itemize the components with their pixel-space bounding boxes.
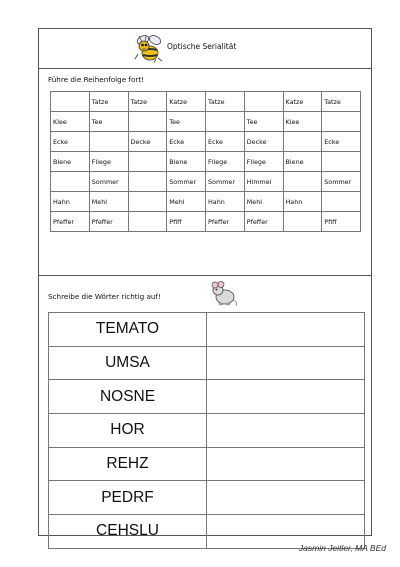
table-cell[interactable]: Sommer bbox=[322, 172, 361, 192]
bee-icon bbox=[132, 32, 166, 64]
table-cell[interactable]: Hahn bbox=[51, 192, 90, 212]
table-cell[interactable]: Katze bbox=[167, 92, 206, 112]
table-cell[interactable]: Sommer bbox=[89, 172, 128, 192]
table-cell[interactable] bbox=[283, 172, 322, 192]
sequence-section bbox=[39, 69, 371, 276]
table-cell[interactable]: Ecke bbox=[206, 132, 245, 152]
table-cell[interactable]: Pfeffer bbox=[89, 212, 128, 232]
scrambled-word: TEMATO bbox=[49, 313, 207, 347]
table-cell[interactable]: Fliege bbox=[89, 152, 128, 172]
table-cell[interactable]: Biene bbox=[283, 152, 322, 172]
table-cell[interactable] bbox=[128, 212, 167, 232]
table-cell[interactable]: Biene bbox=[51, 152, 90, 172]
table-cell[interactable]: Tatze bbox=[128, 92, 167, 112]
worksheet-header bbox=[39, 29, 371, 69]
table-row bbox=[51, 172, 361, 192]
table-cell[interactable]: Hahn bbox=[206, 192, 245, 212]
table-cell[interactable]: Pfeffer bbox=[51, 212, 90, 232]
table-cell[interactable]: Biene bbox=[167, 152, 206, 172]
table-cell[interactable]: Fliege bbox=[244, 152, 283, 172]
answer-field[interactable] bbox=[207, 447, 365, 481]
author-credit: Jasmin Jeitler, MA BEd bbox=[298, 543, 386, 553]
table-cell[interactable] bbox=[283, 212, 322, 232]
word-row bbox=[49, 346, 365, 380]
table-cell[interactable]: Sommer bbox=[206, 172, 245, 192]
answer-field[interactable] bbox=[207, 481, 365, 515]
scrambled-word: NOSNE bbox=[49, 380, 207, 414]
table-row bbox=[51, 212, 361, 232]
table-cell[interactable]: Pfiff bbox=[322, 212, 361, 232]
table-cell[interactable]: Tee bbox=[244, 112, 283, 132]
worksheet bbox=[38, 28, 372, 540]
table-cell[interactable]: Pfiff bbox=[167, 212, 206, 232]
table-cell[interactable] bbox=[51, 172, 90, 192]
word-row bbox=[49, 313, 365, 347]
unscramble-table bbox=[48, 312, 365, 549]
word-row bbox=[49, 447, 365, 481]
table-cell[interactable]: Sommer bbox=[167, 172, 206, 192]
scrambled-word: HOR bbox=[49, 414, 207, 448]
table-cell[interactable] bbox=[206, 112, 245, 132]
table-cell[interactable]: Pfeffer bbox=[244, 212, 283, 232]
table-cell[interactable] bbox=[322, 192, 361, 212]
unscramble-instruction: Schreibe die Wörter richtig auf! bbox=[48, 292, 161, 301]
table-cell[interactable]: Decke bbox=[128, 132, 167, 152]
scrambled-word: PEDRF bbox=[49, 481, 207, 515]
scrambled-word: UMSA bbox=[49, 346, 207, 380]
table-row bbox=[51, 152, 361, 172]
answer-field[interactable] bbox=[207, 346, 365, 380]
table-cell[interactable] bbox=[322, 112, 361, 132]
table-cell[interactable]: Ecke bbox=[51, 132, 90, 152]
table-cell[interactable] bbox=[244, 92, 283, 112]
mouse-icon bbox=[209, 278, 239, 308]
table-row bbox=[51, 192, 361, 212]
sequence-instruction: Führe die Reihenfolge fort! bbox=[48, 75, 145, 84]
table-cell[interactable]: Hahn bbox=[283, 192, 322, 212]
table-cell[interactable]: Mehl bbox=[89, 192, 128, 212]
table-cell[interactable]: Mehl bbox=[167, 192, 206, 212]
table-cell[interactable]: Tatze bbox=[322, 92, 361, 112]
table-row bbox=[51, 92, 361, 112]
table-cell[interactable]: Klee bbox=[51, 112, 90, 132]
scrambled-word: CEHSLU bbox=[49, 515, 207, 549]
table-row bbox=[51, 112, 361, 132]
word-row bbox=[49, 414, 365, 448]
table-cell[interactable]: Tatze bbox=[89, 92, 128, 112]
table-cell[interactable] bbox=[322, 152, 361, 172]
table-cell[interactable] bbox=[89, 132, 128, 152]
table-cell[interactable]: Katze bbox=[283, 92, 322, 112]
table-cell[interactable]: Fliege bbox=[206, 152, 245, 172]
word-row bbox=[49, 380, 365, 414]
table-cell[interactable]: Mehl bbox=[244, 192, 283, 212]
table-cell[interactable]: Ecke bbox=[167, 132, 206, 152]
table-cell[interactable]: Klee bbox=[283, 112, 322, 132]
table-cell[interactable]: Himmel bbox=[244, 172, 283, 192]
table-cell[interactable] bbox=[51, 92, 90, 112]
sequence-table bbox=[50, 91, 361, 232]
answer-field[interactable] bbox=[207, 380, 365, 414]
answer-field[interactable] bbox=[207, 414, 365, 448]
table-cell[interactable]: Pfeffer bbox=[206, 212, 245, 232]
table-cell[interactable]: Tee bbox=[167, 112, 206, 132]
table-cell[interactable] bbox=[128, 172, 167, 192]
table-cell[interactable]: Tee bbox=[89, 112, 128, 132]
unscramble-section bbox=[39, 276, 371, 540]
table-cell[interactable]: Ecke bbox=[322, 132, 361, 152]
answer-field[interactable] bbox=[207, 313, 365, 347]
table-cell[interactable]: Tatze bbox=[206, 92, 245, 112]
table-cell[interactable] bbox=[128, 152, 167, 172]
table-row bbox=[51, 132, 361, 152]
table-cell[interactable] bbox=[283, 132, 322, 152]
table-cell[interactable] bbox=[128, 112, 167, 132]
page-title: Optische Serialität bbox=[167, 42, 237, 51]
word-row bbox=[49, 481, 365, 515]
table-cell[interactable] bbox=[128, 192, 167, 212]
table-cell[interactable]: Decke bbox=[244, 132, 283, 152]
scrambled-word: REHZ bbox=[49, 447, 207, 481]
